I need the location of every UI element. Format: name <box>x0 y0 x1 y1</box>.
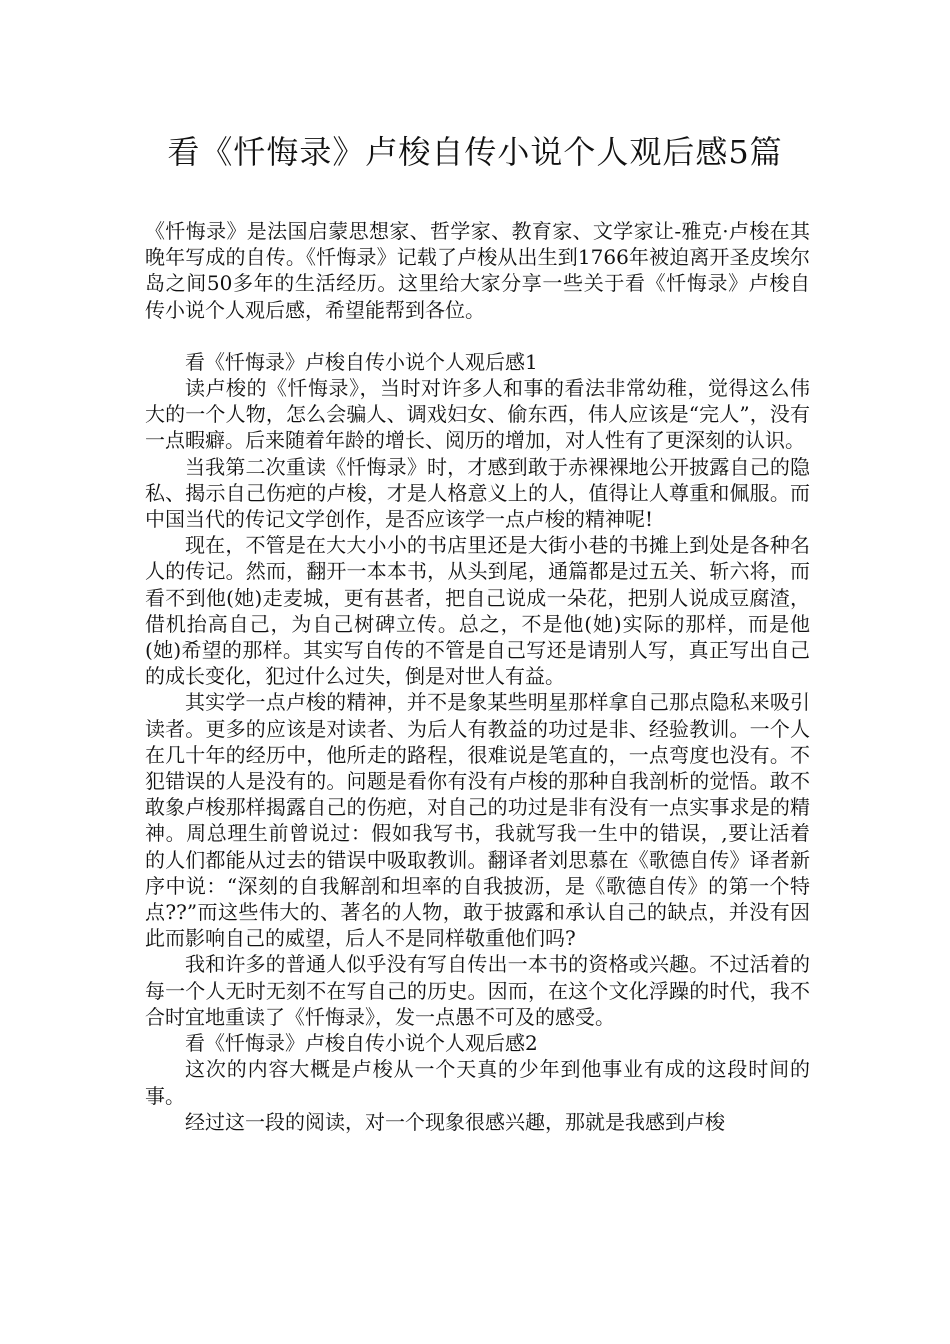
section-1-paragraph-2: 当我第二次重读《忏悔录》时，才感到敢于赤裸裸地公开披露自己的隐私、揭示自己伤疤的卢梭，才是人格意义上的人，值得让人尊重和佩服。而中国当代的传记文学创作，是否应该学一点卢梭的精神呢! <box>145 454 810 532</box>
section-1-paragraph-3: 现在，不管是在大大小小的书店里还是大街小巷的书摊上到处是各种名人的传记。然而，翻开一本本书，从头到尾，通篇都是过五关、斩六将，而看不到他(她)走麦城，更有甚者，把自己说成一朵花，把别人说成豆腐渣，借机抬高自己，为自己树碑立传。总之，不是他(她)实际的那样，而是他(她)希望的那样。其实写自传的不管是自己写还是请别人写，真正写出自己的成长变化，犯过什么过失，倒是对世人有益。 <box>145 533 810 689</box>
section-1-paragraph-4: 其实学一点卢梭的精神，并不是象某些明星那样拿自己那点隐私来吸引读者。更多的应该是对读者、为后人有教益的功过是非、经验教训。一个人在几十年的经历中，他所走的路程，很难说是笔直的，一点弯度也没有。不犯错误的人是没有的。问题是看你有没有卢梭的那种自我剖析的觉悟。敢不敢象卢梭那样揭露自己的伤疤，对自己的功过是非有没有一点实事求是的精神。周总理生前曾说过：假如我写书，我就写我一生中的错误，,要让活着的人们都能从过去的错误中吸取教训。翻译者刘思慕在《歌德自传》译者新序中说：“深刻的自我解剖和坦率的自我披沥，是《歌德自传》的第一个特点??”而这些伟大的、著名的人物，敢于披露和承认自己的缺点，并没有因此而影响自己的威望，后人不是同样敬重他们吗? <box>145 690 810 951</box>
document-title: 看《忏悔录》卢梭自传小说个人观后感5篇 <box>167 133 783 171</box>
section-1-paragraph-5: 我和许多的普通人似乎没有写自传出一本书的资格或兴趣。不过活着的每一个人无时无刻不在写自己的历史。因而，在这个文化浮躁的时代，我不合时宜地重读了《忏悔录》，发一点愚不可及的感受。 <box>145 952 810 1029</box>
section-2-heading: 看《忏悔录》卢梭自传小说个人观后感2 <box>185 1031 538 1056</box>
section-1-paragraph-1: 读卢梭的《忏悔录》，当时对许多人和事的看法非常幼稚，觉得这么伟大的一个人物，怎么会骗人、调戏妇女、偷东西，伟人应该是“完人”，没有一点暇癖。后来随着年龄的增长、阅历的增加，对人性有了更深刻的认识。 <box>145 376 810 453</box>
section-2-paragraph-1: 这次的内容大概是卢梭从一个天真的少年到他事业有成的这段时间的事。 <box>145 1057 810 1108</box>
section-2-paragraph-2: 经过这一段的阅读，对一个现象很感兴趣，那就是我感到卢梭 <box>185 1109 725 1134</box>
section-1-heading: 看《忏悔录》卢梭自传小说个人观后感1 <box>185 349 538 374</box>
paragraph-spacer <box>145 323 810 349</box>
intro-paragraph: 《忏悔录》是法国启蒙思想家、哲学家、教育家、文学家让-雅克·卢梭在其晚年写成的自传。《忏悔录》记载了卢梭从出生到1766年被迫离开圣皮埃尔岛之间50多年的生活经历。这里给大家分享一些关于看《忏悔录》卢梭自传小说个人观后感，希望能帮到各位。 <box>145 219 810 322</box>
document-body <box>145 218 810 1135</box>
